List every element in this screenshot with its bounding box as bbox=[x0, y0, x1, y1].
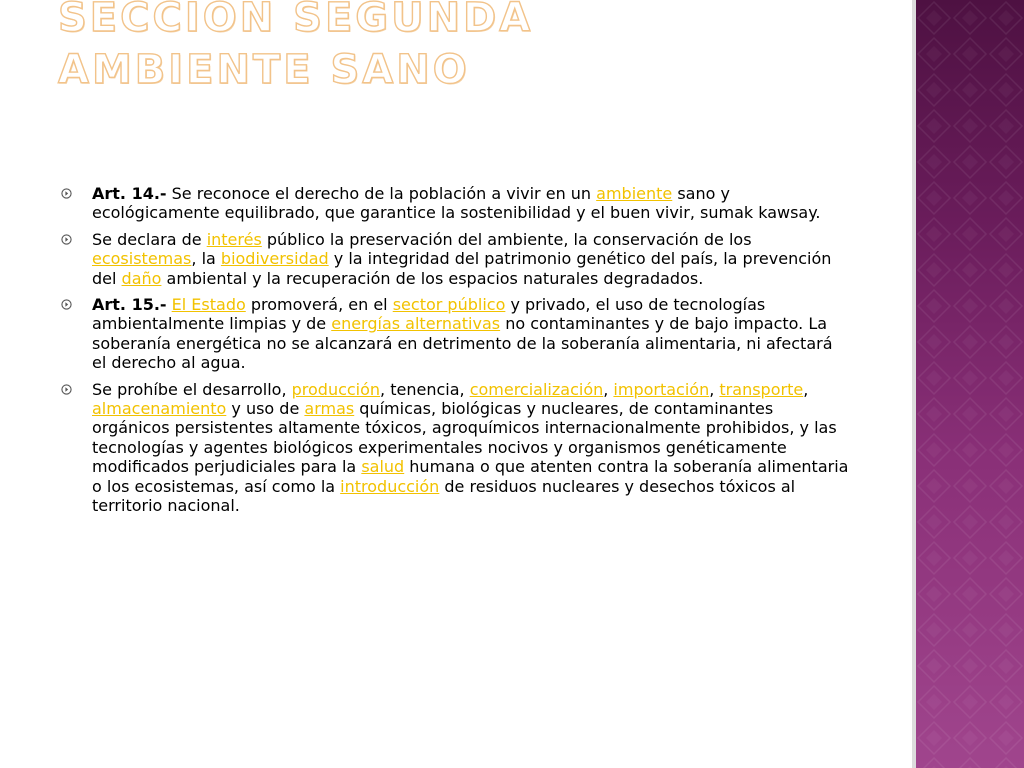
paragraph-text: público la preservación del ambiente, la conservación de los bbox=[261, 229, 752, 249]
article-paragraph bbox=[60, 184, 850, 223]
paragraph-text: químicas, biológicas y nucleares, de contaminantes orgánicos persistentes altamente tóxicos, agroquímicos internacionalmente prohibidos, y las tecnologías y agentes biológicos experimentales nocivos y organismos genéticamente modificados perjudiciales para la bbox=[92, 399, 837, 477]
paragraph-text: Se reconoce el derecho de la población a vivir en un bbox=[166, 184, 597, 203]
paragraph-text: ambiental y la recuperación de los espacios naturales degradados. bbox=[161, 268, 704, 288]
paragraph-text: , bbox=[803, 379, 809, 399]
paragraph-text: sano y ecológicamente equilibrado, que garantice la sostenibilidad y el buen vivir, sumak kawsay. bbox=[92, 184, 821, 223]
hyperlink[interactable]: interés bbox=[206, 229, 262, 249]
hyperlink[interactable]: introducción bbox=[340, 476, 440, 496]
article-number: Art. 15.- bbox=[92, 295, 167, 315]
hyperlink[interactable]: salud bbox=[361, 457, 405, 477]
article-paragraph bbox=[60, 230, 850, 288]
diamond-pattern-icon bbox=[916, 0, 1024, 768]
circled-arrow-bullet-icon bbox=[61, 234, 72, 245]
circled-arrow-bullet-icon bbox=[61, 188, 72, 199]
paragraph-text: , bbox=[603, 379, 614, 399]
title-line-2: AMBIENTE SANO bbox=[58, 47, 470, 93]
article-paragraph bbox=[60, 380, 850, 516]
hyperlink[interactable]: ambiente bbox=[596, 184, 673, 203]
paragraph-text: humana o que atenten contra la soberanía alimentaria o los ecosistemas, así como la bbox=[92, 457, 849, 496]
paragraph-text: y la integridad del patrimonio genético del país, la prevención del bbox=[92, 249, 832, 288]
circled-arrow-bullet-icon bbox=[61, 299, 72, 310]
hyperlink[interactable]: transporte bbox=[719, 379, 804, 399]
paragraph-text: no contaminantes y de bajo impacto. La soberanía energética no se alcanzará en detrimento de la soberanía alimentaria, ni afectará el derecho al agua. bbox=[92, 314, 833, 373]
circled-arrow-bullet-icon bbox=[61, 384, 72, 395]
hyperlink[interactable]: producción bbox=[291, 379, 381, 399]
title-line-1: SECCION SEGUNDA bbox=[58, 0, 534, 41]
paragraph-text: y uso de bbox=[226, 399, 305, 419]
slide-title bbox=[58, 0, 898, 96]
article-list bbox=[60, 184, 850, 523]
hyperlink[interactable]: importación bbox=[613, 379, 710, 399]
hyperlink[interactable]: energías alternativas bbox=[331, 314, 501, 334]
paragraph-text: , bbox=[709, 379, 720, 399]
hyperlink[interactable]: sector público bbox=[392, 295, 506, 315]
hyperlink[interactable]: biodiversidad bbox=[220, 249, 329, 269]
hyperlink[interactable]: ecosistemas bbox=[92, 249, 192, 269]
paragraph-text: de residuos nucleares y desechos tóxicos al territorio nacional. bbox=[92, 476, 796, 516]
hyperlink[interactable]: El Estado bbox=[171, 295, 246, 315]
hyperlink[interactable]: comercialización bbox=[469, 379, 604, 399]
hyperlink[interactable]: armas bbox=[304, 399, 355, 419]
article-number: Art. 14.- bbox=[92, 184, 167, 203]
hyperlink[interactable]: daño bbox=[121, 268, 162, 288]
paragraph-text: promoverá, en el bbox=[245, 295, 393, 315]
paragraph-text: y privado, el uso de tecnologías ambientalmente limpias y de bbox=[92, 295, 766, 334]
paragraph-text: Se declara de bbox=[92, 229, 207, 249]
decorative-side-band bbox=[912, 0, 1024, 768]
paragraph-text: , tenencia, bbox=[380, 379, 470, 399]
paragraph-text: , la bbox=[191, 249, 221, 269]
article-paragraph bbox=[60, 295, 850, 373]
hyperlink[interactable]: almacenamiento bbox=[92, 399, 227, 419]
paragraph-text: Se prohíbe el desarrollo, bbox=[92, 379, 292, 399]
